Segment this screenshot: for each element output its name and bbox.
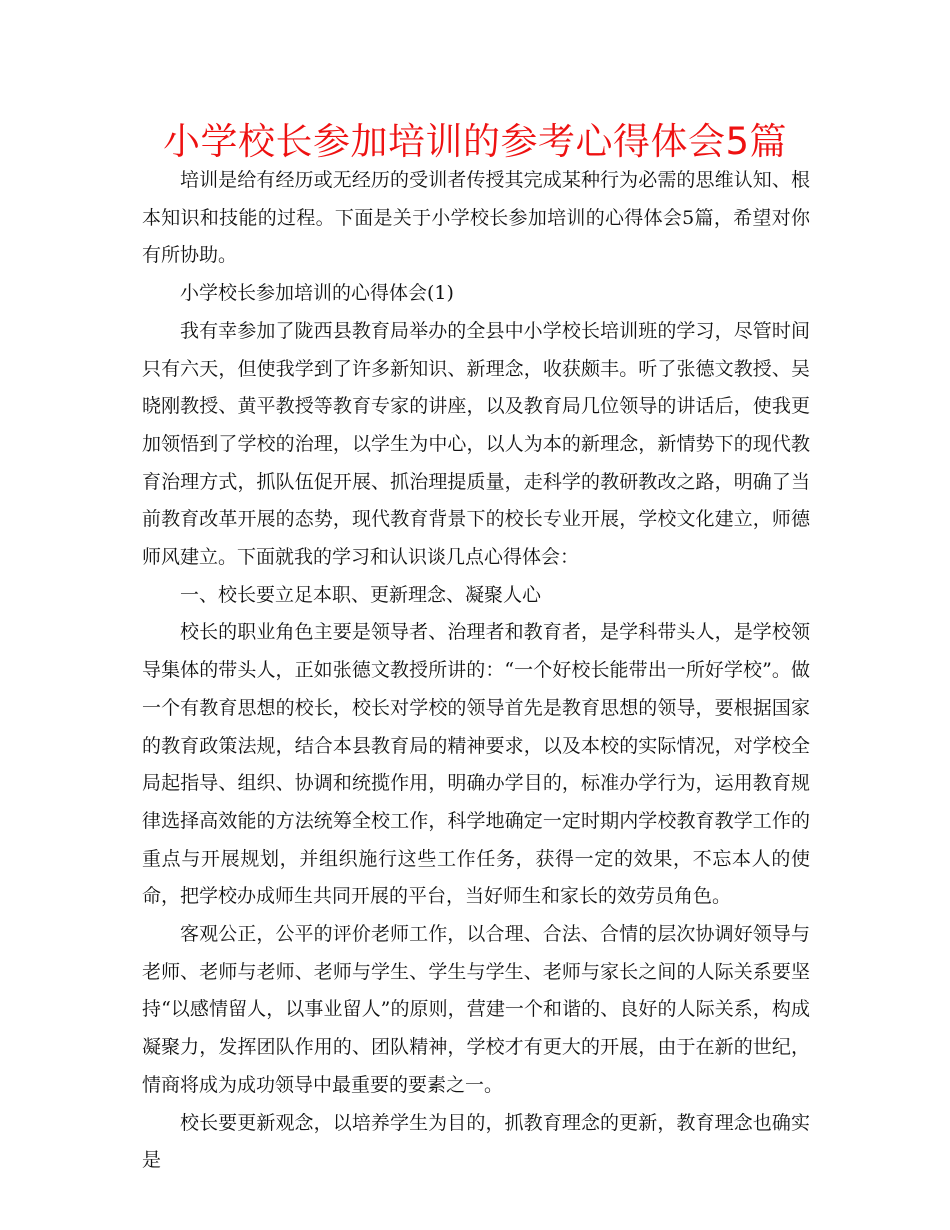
paragraph: 客观公正，公平的评价老师工作，以合理、合法、合情的层次协调好领导与老师、老师与老师、老师与学生、学生与学生、老师与家长之间的人际关系要坚持“以感情留人，以事业留人”的原则，营建一个和谐的、良好的人际关系，构成凝聚力，发挥团队作用的、团队精神，学校才有更大的开展，由于在新的世纪，情商将成为成功领导中最重要的要素之一。	[142, 923, 810, 1096]
paragraph: 校长要更新观念，以培养学生为目的，抓教育理念的更新，教育理念也确实是	[142, 1111, 810, 1172]
paragraph-intro: 培训是给有经历或无经历的受训者传授其完成某种行为必需的思维认知、根本知识和技能的过程。下面是关于小学校长参加培训的心得体会5篇，希望对你有所协助。	[142, 169, 810, 267]
section-heading: 小学校长参加培训的心得体会(1)	[180, 282, 454, 305]
paragraph: 我有幸参加了陇西县教育局举办的全县中小学校长培训班的学习，尽管时间只有六天，但使我学到了许多新知识、新理念，收获颇丰。听了张德文教授、吴晓刚教授、黄平教授等教育专家的讲座，以及教育局几位领导的讲话后，使我更加领悟到了学校的治理，以学生为中心，以人为本的新理念，新情势下的现代教育治理方式，抓队伍促开展、抓治理提质量，走科学的教研教改之路，明确了当前教育改革开展的态势，现代教育背景下的校长专业开展，学校文化建立，师德师风建立。下面就我的学习和认识谈几点心得体会：	[142, 319, 810, 569]
document-body	[142, 162, 810, 1180]
subsection-heading: 一、校长要立足本职、更新理念、凝聚人心	[180, 583, 542, 606]
paragraph: 校长的职业角色主要是领导者、治理者和教育者，是学科带头人，是学校领导集体的带头人，正如张德文教授所讲的：“一个好校长能带出一所好学校”。做一个有教育思想的校长，校长对学校的领导首先是教育思想的领导，要根据国家的教育政策法规，结合本县教育局的精神要求，以及本校的实际情况，对学校全局起指导、组织、协调和统揽作用，明确办学目的，标准办学行为，运用教育规律选择高效能的方法统筹全校工作，科学地确定一定时期内学校教育教学工作的重点与开展规划，并组织施行这些工作任务，获得一定的效果，不忘本人的使命，把学校办成师生共同开展的平台，当好师生和家长的效劳员角色。	[142, 621, 810, 908]
document-title: 小学校长参加培训的参考心得体会5篇	[162, 120, 788, 163]
